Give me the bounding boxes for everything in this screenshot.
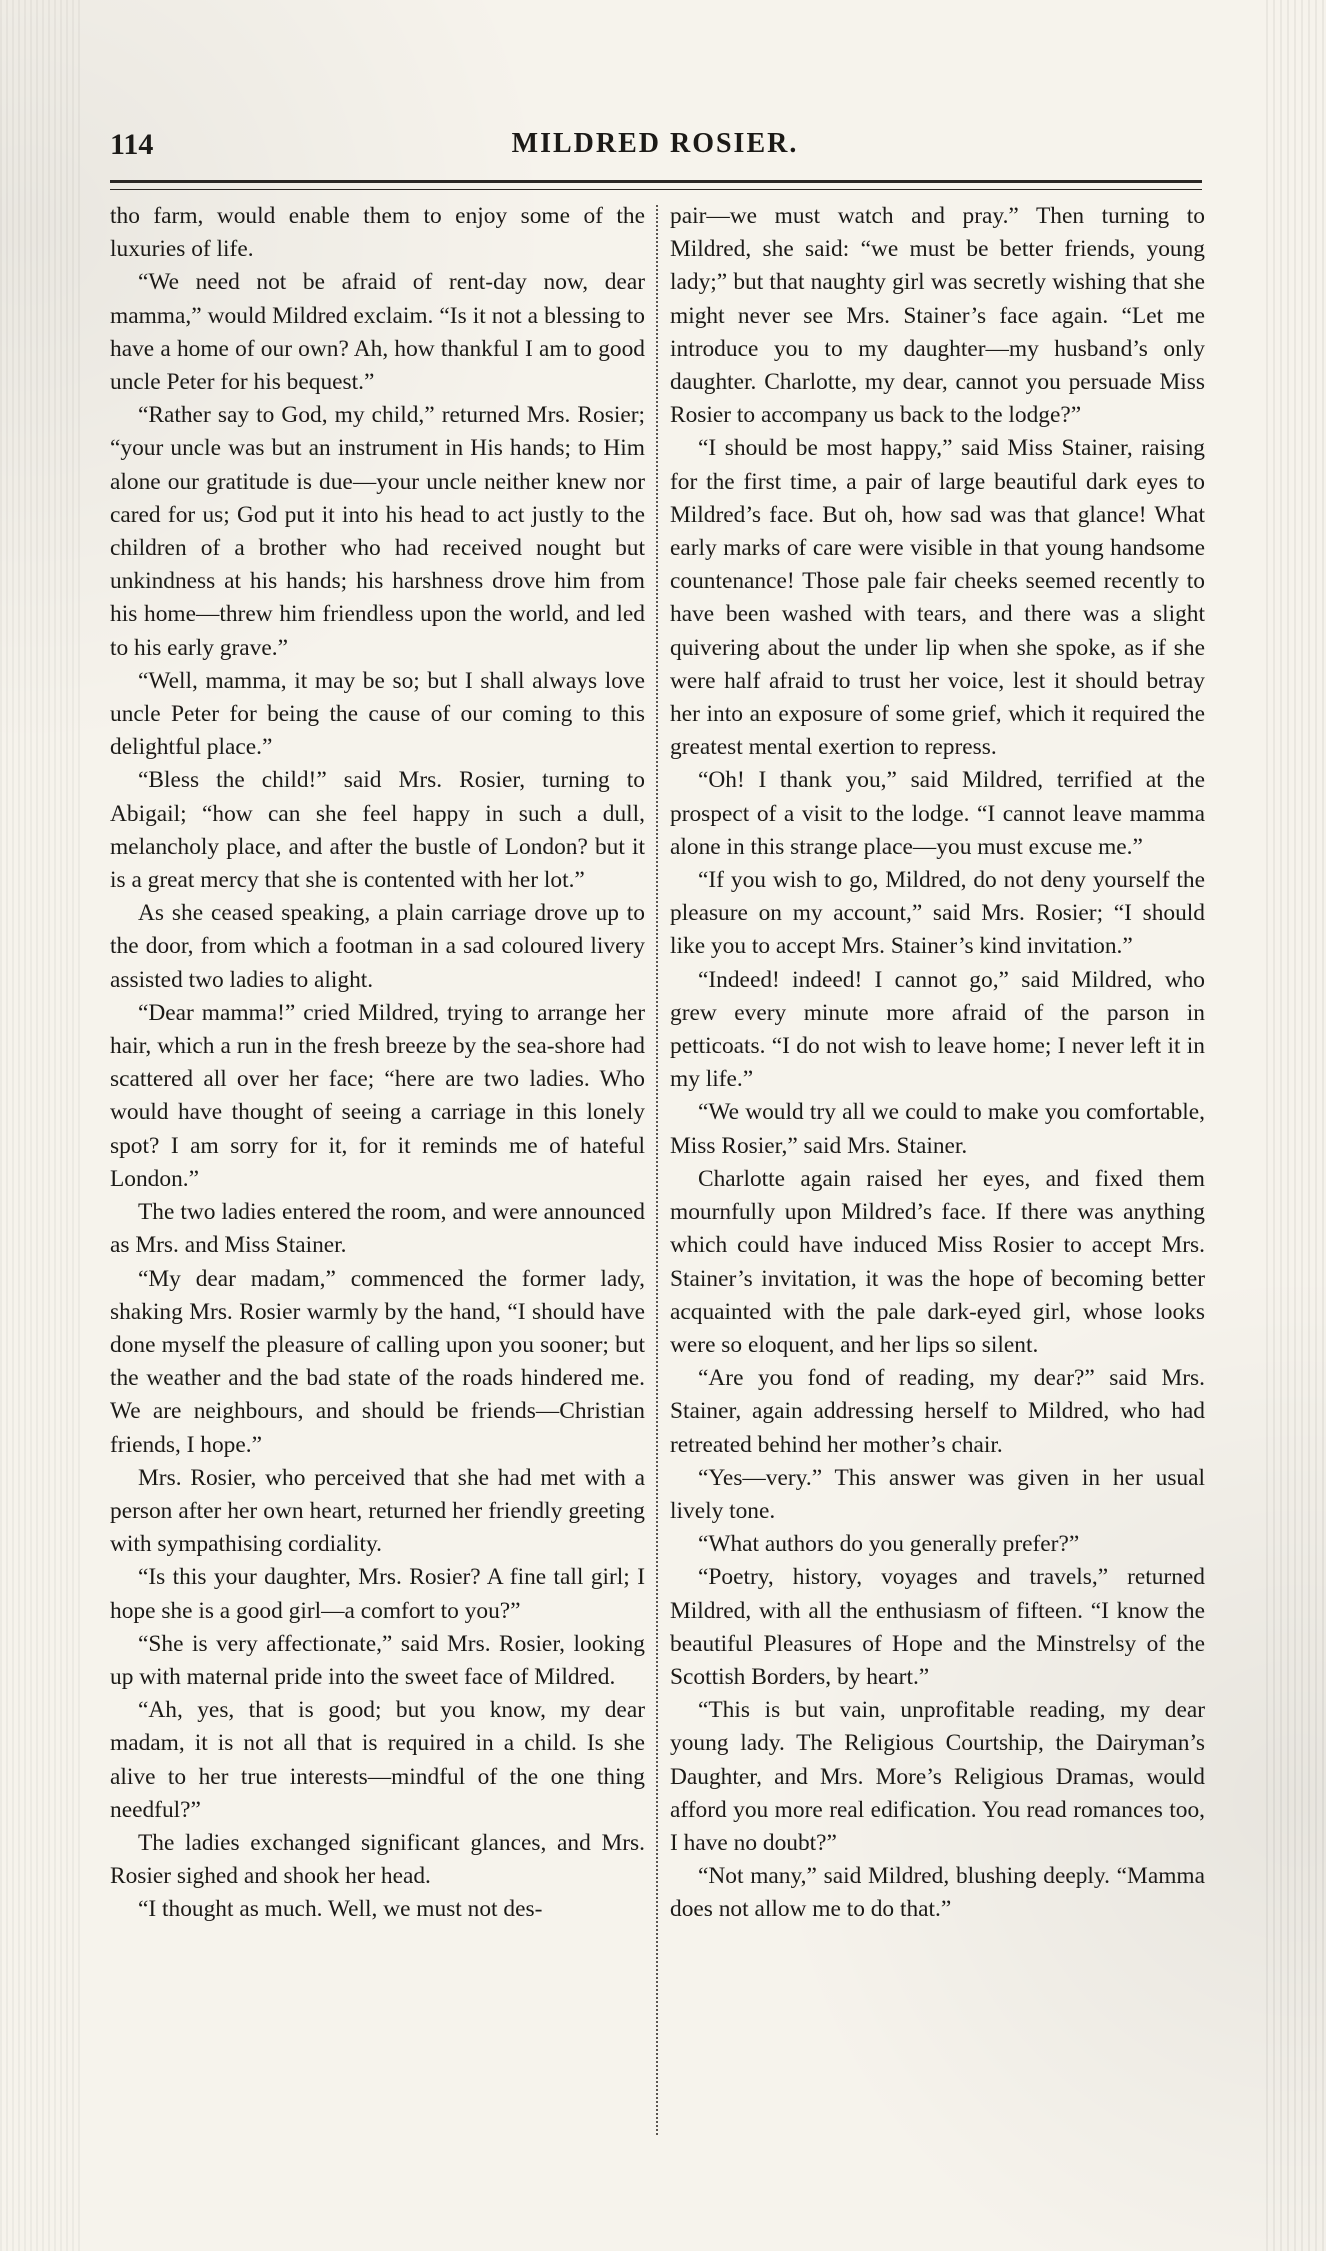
paragraph: “We need not be afraid of rent-day now, dear mamma,” would Mildred exclaim. “Is it not a blessing to have a home of our own? Ah, how thankful I am to good uncle Peter for his bequest.” xyxy=(110,269,645,396)
paragraph: “Indeed! indeed! I cannot go,” said Mildred, who grew every minute more afraid of the parson in petticoats. “I do not wish to leave home; I never left it in my life.” xyxy=(670,966,1205,1093)
paragraph: “Are you fond of reading, my dear?” said Mrs. Stainer, again addressing herself to Mildred, who had retreated behind her mother’s chair. xyxy=(670,1365,1205,1458)
paragraph: “This is but vain, unprofitable reading, my dear young lady. The Religious Courtship, the Dairyman’s Daughter, and Mrs. More’s Religious Dramas, would afford you more real edification. You read romances too, I have no doubt?” xyxy=(670,1697,1205,1856)
paragraph: “I should be most happy,” said Miss Stainer, raising for the first time, a pair of large beautiful dark eyes to Mildred’s face. But oh, how sad was that glance! What early marks of care were visible in that young handsome countenance! Those pale fair cheeks seemed recently to have been washed with tears, and there was a slight quivering about the under lip when she spoke, as if she were half afraid to trust her voice, lest it should betray her into an exposure of some grief, which it required the greatest mental exertion to repress. xyxy=(670,435,1205,761)
paragraph: “We would try all we could to make you comfortable, Miss Rosier,” said Mrs. Stainer. xyxy=(670,1099,1205,1159)
paragraph: “Not many,” said Mildred, blushing deeply. “Mamma does not allow me to do that.” xyxy=(670,1863,1205,1923)
paragraph: “She is very affectionate,” said Mrs. Rosier, looking up with maternal pride into the sweet face of Mildred. xyxy=(110,1630,645,1690)
paragraph: “Well, mamma, it may be so; but I shall always love uncle Peter for being the cause of our coming to this delightful place.” xyxy=(110,667,645,761)
paragraph: “Is this your daughter, Mrs. Rosier? A fine tall girl; I hope she is a good girl—a comfort to you?” xyxy=(110,1564,645,1624)
paragraph: Mrs. Rosier, who perceived that she had met with a person after her own heart, returned her friendly greeting with sympathising cordiality. xyxy=(110,1464,645,1558)
paragraph: tho farm, would enable them to enjoy some of the luxuries of life. xyxy=(110,203,645,263)
page-edge-shadow-left xyxy=(0,0,80,2251)
paragraph: The ladies exchanged significant glances, and Mrs. Rosier sighed and shook her head. xyxy=(110,1829,645,1890)
paragraph: “Oh! I thank you,” said Mildred, terrified at the prospect of a visit to the lodge. “I cannot leave mamma alone in this strange place—you must excuse me.” xyxy=(670,767,1205,860)
page-header xyxy=(110,128,1200,168)
page-edge-shadow-right xyxy=(1266,0,1326,2251)
paragraph: “Yes—very.” This answer was given in her usual lively tone. xyxy=(670,1464,1205,1524)
page-number: 114 xyxy=(110,128,154,161)
column-divider xyxy=(656,205,658,2135)
paragraph: “If you wish to go, Mildred, do not deny yourself the pleasure on my account,” said Mrs. Rosier; “I should like you to accept Mrs. Stainer’s kind invitation.” xyxy=(670,867,1205,960)
left-column xyxy=(110,200,645,2120)
paragraph: “Bless the child!” said Mrs. Rosier, turning to Abigail; “how can she feel happy in such a dull, melancholy place, and after the bustle of London? but it is a great mercy that she is contented with her lot.” xyxy=(110,767,645,894)
paragraph: “My dear madam,” commenced the former lady, shaking Mrs. Rosier warmly by the hand, “I should have done myself the pleasure of calling upon you sooner; but the weather and the bad state of the roads hindered me. We are neighbours, and should be friends—Christian friends, I hope.” xyxy=(110,1265,645,1458)
paragraph: “Poetry, history, voyages and travels,” returned Mildred, with all the enthusiasm of fifteen. “I know the beautiful Pleasures of Hope and the Minstrelsy of the Scottish Borders, by heart.” xyxy=(670,1564,1205,1690)
paragraph: “Ah, yes, that is good; but you know, my dear madam, it is not all that is required in a child. Is she alive to her true interests—mindful of the one thing needful?” xyxy=(110,1697,645,1823)
paragraph: As she ceased speaking, a plain carriage drove up to the door, from which a footman in a sad coloured livery assisted two ladies to alight. xyxy=(110,900,645,993)
paragraph: The two ladies entered the room, and were announced as Mrs. and Miss Stainer. xyxy=(110,1199,645,1259)
running-title: MILDRED ROSIER. xyxy=(511,128,799,159)
paragraph: pair—we must watch and pray.” Then turning to Mildred, she said: “we must be better friends, young lady;” but that naughty girl was secretly wishing that she might never see Mrs. Stainer’s face again. “Let me introduce you to my daughter—my husband’s only daughter. Charlotte, my dear, cannot you persuade Miss Rosier to accompany us back to the lodge?” xyxy=(670,203,1205,429)
paragraph: “Dear mamma!” cried Mildred, trying to arrange her hair, which a run in the fresh breeze by the sea-shore had scattered all over her face; “here are two ladies. Who would have thought of seeing a carriage in this lonely spot? I am sorry for it, for it reminds me of hateful London.” xyxy=(110,999,645,1192)
paragraph: Charlotte again raised her eyes, and fixed them mournfully upon Mildred’s face. If there was anything which could have induced Miss Rosier to accept Mrs. Stainer’s invitation, it was the hope of becoming better acquainted with the pale dark-eyed girl, whose looks were so eloquent, and her lips so silent. xyxy=(670,1165,1205,1358)
paragraph: “I thought as much. Well, we must not des- xyxy=(138,1896,543,1923)
header-rule xyxy=(110,180,1202,190)
paragraph: “What authors do you generally prefer?” xyxy=(698,1531,1080,1558)
paragraph: “Rather say to God, my child,” returned Mrs. Rosier; “your uncle was but an instrument in His hands; to Him alone our gratitude is due—your uncle neither knew nor cared for us; God put it into his head to act justly to the children of a brother who had received nought but unkindness at his hands; his harshness drove him from his home—threw him friendless upon the world, and led to his early grave.” xyxy=(110,402,645,661)
right-column xyxy=(670,200,1205,2120)
